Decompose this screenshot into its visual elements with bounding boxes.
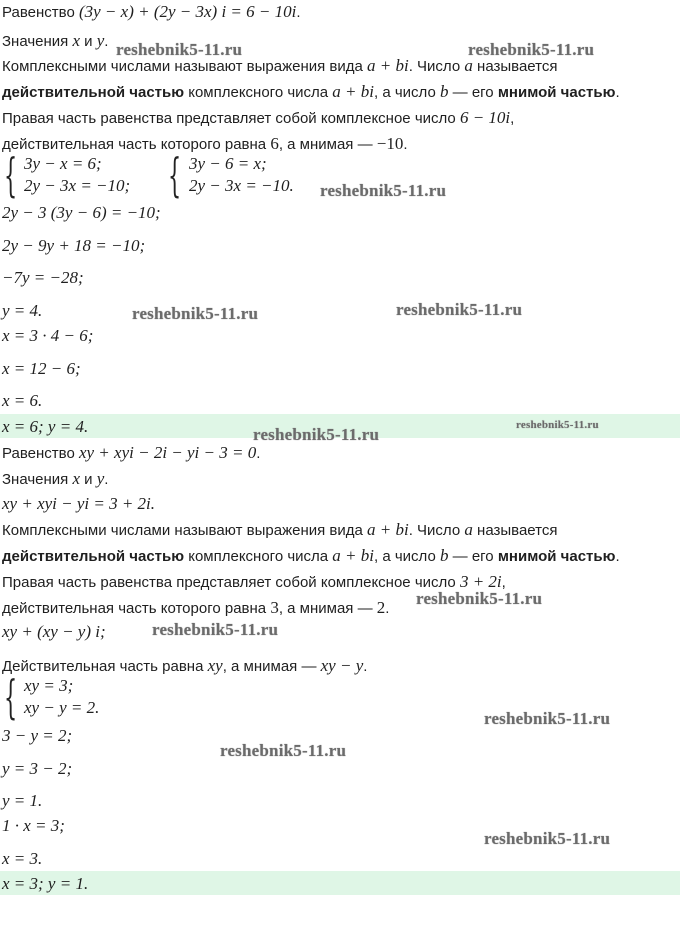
parts-text: Действительная часть равна xy, а мнимая — xy − y.: [2, 656, 368, 675]
solution-step: y = 3 − 2;: [2, 759, 73, 778]
solution-step: y = 1.: [2, 791, 43, 810]
watermark: reshebnik5-11.ru: [484, 709, 611, 728]
right-side-text: Правая часть равенства представляет собой комплексное число 6 − 10i,: [2, 108, 515, 127]
definition-line: действительной частью комплексного числа a + bi, а число b — его мнимой частью.: [2, 82, 620, 101]
equation-statement: Равенство xy + xyi − 2i − yi − 3 = 0.: [2, 443, 261, 462]
solution-step: y = 4.: [2, 301, 43, 320]
equation-statement: Равенство (3y − x) + (2y − 3x) i = 6 − 10i.: [2, 2, 301, 21]
watermark: reshebnik5-11.ru: [396, 300, 523, 319]
find-values-text: Значения x и y.: [2, 469, 109, 488]
watermark: reshebnik5-11.ru: [253, 425, 380, 444]
watermark: reshebnik5-11.ru: [132, 304, 259, 323]
solution-step: x = 3 · 4 − 6;: [2, 326, 94, 345]
solution-step: −7y = −28;: [2, 268, 84, 287]
right-side-text: Правая часть равенства представляет собой комплексное число 3 + 2i,: [2, 572, 506, 591]
solution-step: x = 3.: [2, 849, 43, 868]
solution-step: 2y − 3 (3y − 6) = −10;: [2, 203, 161, 222]
equation-system: 3y − 6 = x; 2y − 3x = −10.: [189, 154, 294, 195]
answer: x = 6; y = 4.: [2, 417, 89, 436]
answer: x = 3; y = 1.: [2, 874, 89, 893]
solution-step: 2y − 9y + 18 = −10;: [2, 236, 146, 255]
system-brace: {: [4, 670, 18, 724]
grouped-expression: xy + (xy − y) i;: [2, 622, 106, 641]
definition-line: Комплексными числами называют выражения вида a + bi. Число a называется: [2, 520, 558, 539]
watermark: reshebnik5-11.ru: [152, 620, 279, 639]
rewritten-equation: xy + xyi − yi = 3 + 2i.: [2, 494, 156, 513]
solution-step: 1 · x = 3;: [2, 816, 65, 835]
equation-system: 3y − x = 6; 2y − 3x = −10;: [24, 154, 131, 195]
find-values-text: Значения x и y.: [2, 31, 109, 50]
solution-step: x = 12 − 6;: [2, 359, 81, 378]
system-brace: {: [4, 148, 18, 202]
solution-step: x = 6.: [2, 391, 43, 410]
watermark: reshebnik5-11.ru: [516, 419, 599, 431]
watermark: reshebnik5-11.ru: [468, 40, 595, 59]
watermark: reshebnik5-11.ru: [320, 181, 447, 200]
solution-step: 3 − y = 2;: [2, 726, 73, 745]
definition-line: Комплексными числами называют выражения вида a + bi. Число a называется: [2, 56, 558, 75]
watermark: reshebnik5-11.ru: [220, 741, 347, 760]
watermark: reshebnik5-11.ru: [484, 829, 611, 848]
right-side-text: действительная часть которого равна 6, а мнимая — −10.: [2, 134, 408, 153]
right-side-text: действительная часть которого равна 3, а мнимая — 2.: [2, 598, 390, 617]
watermark: reshebnik5-11.ru: [116, 40, 243, 59]
equation-system: xy = 3; xy − y = 2.: [24, 676, 100, 717]
system-brace: {: [168, 148, 182, 202]
definition-line: действительной частью комплексного числа a + bi, а число b — его мнимой частью.: [2, 546, 620, 565]
watermark: reshebnik5-11.ru: [416, 589, 543, 608]
